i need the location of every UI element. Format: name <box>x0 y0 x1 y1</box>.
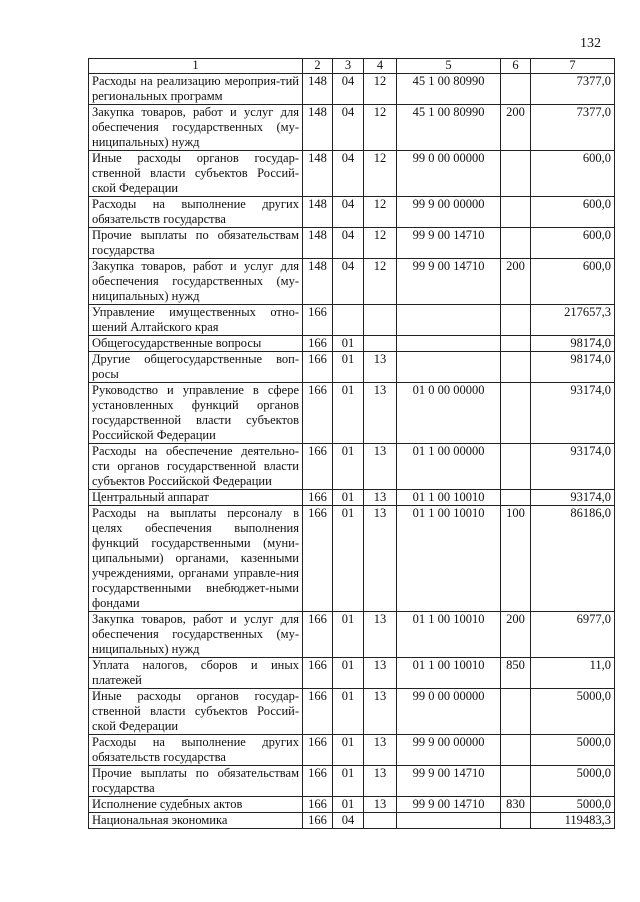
subsection-code: 12 <box>364 197 397 228</box>
amount: 5000,0 <box>531 797 615 813</box>
amount: 7377,0 <box>531 105 615 151</box>
subsection-code: 13 <box>364 689 397 735</box>
admin-code: 148 <box>303 74 333 105</box>
subsection-code: 13 <box>364 658 397 689</box>
expense-type-code <box>501 197 531 228</box>
section-code: 04 <box>333 197 364 228</box>
section-code: 01 <box>333 490 364 506</box>
table-row <box>89 105 615 151</box>
column-header: 5 <box>397 59 501 74</box>
table-row <box>89 766 615 797</box>
subsection-code: 12 <box>364 74 397 105</box>
item-name: Иные расходы органов государ-ственной власти субъектов Россий-ской Федерации <box>89 151 303 197</box>
amount: 600,0 <box>531 151 615 197</box>
subsection-code: 12 <box>364 151 397 197</box>
amount: 5000,0 <box>531 766 615 797</box>
expense-type-code: 830 <box>501 797 531 813</box>
admin-code: 166 <box>303 506 333 612</box>
table-row <box>89 506 615 612</box>
column-header: 2 <box>303 59 333 74</box>
amount: 7377,0 <box>531 74 615 105</box>
section-code: 01 <box>333 383 364 444</box>
target-article-code: 99 9 00 14710 <box>397 797 501 813</box>
target-article-code <box>397 305 501 336</box>
section-code: 01 <box>333 797 364 813</box>
expense-type-code <box>501 228 531 259</box>
table-row <box>89 336 615 352</box>
table-row <box>89 259 615 305</box>
section-code: 01 <box>333 506 364 612</box>
section-code: 04 <box>333 813 364 829</box>
section-code: 01 <box>333 766 364 797</box>
item-name: Расходы на реализацию мероприя-тий региональных программ <box>89 74 303 105</box>
table-row <box>89 490 615 506</box>
table-row <box>89 658 615 689</box>
subsection-code: 13 <box>364 766 397 797</box>
amount: 98174,0 <box>531 336 615 352</box>
amount: 98174,0 <box>531 352 615 383</box>
table-body <box>89 74 615 829</box>
expense-type-code <box>501 352 531 383</box>
target-article-code <box>397 336 501 352</box>
target-article-code: 01 1 00 10010 <box>397 490 501 506</box>
amount: 5000,0 <box>531 689 615 735</box>
item-name: Другие общегосударственные воп-росы <box>89 352 303 383</box>
expense-type-code <box>501 151 531 197</box>
expense-type-code <box>501 444 531 490</box>
table-row <box>89 228 615 259</box>
section-code: 04 <box>333 259 364 305</box>
target-article-code: 01 1 00 00000 <box>397 444 501 490</box>
target-article-code: 99 9 00 14710 <box>397 766 501 797</box>
admin-code: 148 <box>303 151 333 197</box>
header-row <box>89 59 615 74</box>
admin-code: 166 <box>303 689 333 735</box>
amount: 217657,3 <box>531 305 615 336</box>
section-code: 01 <box>333 612 364 658</box>
expense-type-code: 200 <box>501 259 531 305</box>
item-name: Управление имущественных отно-шений Алтайского края <box>89 305 303 336</box>
section-code: 01 <box>333 735 364 766</box>
column-header: 4 <box>364 59 397 74</box>
target-article-code: 01 1 00 10010 <box>397 658 501 689</box>
expense-type-code <box>501 383 531 444</box>
admin-code: 166 <box>303 352 333 383</box>
section-code: 01 <box>333 352 364 383</box>
item-name: Исполнение судебных актов <box>89 797 303 813</box>
amount: 93174,0 <box>531 383 615 444</box>
item-name: Руководство и управление в сфере установленных функций органов государственной власти субъектов Российской Федерации <box>89 383 303 444</box>
section-code <box>333 305 364 336</box>
table-row <box>89 813 615 829</box>
subsection-code: 13 <box>364 797 397 813</box>
subsection-code: 13 <box>364 612 397 658</box>
admin-code: 166 <box>303 336 333 352</box>
target-article-code: 99 9 00 00000 <box>397 197 501 228</box>
expense-type-code <box>501 305 531 336</box>
amount: 93174,0 <box>531 444 615 490</box>
section-code: 01 <box>333 444 364 490</box>
table-row <box>89 612 615 658</box>
admin-code: 166 <box>303 490 333 506</box>
table-header <box>89 59 615 74</box>
target-article-code: 01 1 00 10010 <box>397 612 501 658</box>
item-name: Расходы на выплаты персоналу в целях обеспечения выполнения функций государственными (муни-ципальными) органами, казенными учреждениями, органами управле-ния государственными внебюджет-ными фондами <box>89 506 303 612</box>
expense-type-code: 200 <box>501 105 531 151</box>
expense-type-code <box>501 766 531 797</box>
subsection-code: 13 <box>364 490 397 506</box>
table-row <box>89 197 615 228</box>
expense-type-code <box>501 689 531 735</box>
amount: 86186,0 <box>531 506 615 612</box>
column-header: 3 <box>333 59 364 74</box>
target-article-code <box>397 352 501 383</box>
target-article-code: 01 1 00 10010 <box>397 506 501 612</box>
item-name: Расходы на обеспечение деятельно-сти органов государственной власти субъектов Российской Федерации <box>89 444 303 490</box>
subsection-code: 12 <box>364 228 397 259</box>
subsection-code: 13 <box>364 506 397 612</box>
item-name: Закупка товаров, работ и услуг для обеспечения государственных (му-ниципальных) нужд <box>89 105 303 151</box>
admin-code: 166 <box>303 305 333 336</box>
item-name: Прочие выплаты по обязательствам государства <box>89 228 303 259</box>
item-name: Закупка товаров, работ и услуг для обеспечения государственных (му-ниципальных) нужд <box>89 259 303 305</box>
expense-type-code <box>501 74 531 105</box>
expense-type-code: 100 <box>501 506 531 612</box>
admin-code: 148 <box>303 228 333 259</box>
amount: 5000,0 <box>531 735 615 766</box>
section-code: 01 <box>333 336 364 352</box>
subsection-code: 12 <box>364 105 397 151</box>
amount: 11,0 <box>531 658 615 689</box>
admin-code: 166 <box>303 735 333 766</box>
admin-code: 148 <box>303 105 333 151</box>
subsection-code: 12 <box>364 259 397 305</box>
table-row <box>89 74 615 105</box>
target-article-code: 99 0 00 00000 <box>397 689 501 735</box>
item-name: Расходы на выполнение других обязательств государства <box>89 197 303 228</box>
target-article-code: 45 1 00 80990 <box>397 74 501 105</box>
item-name: Расходы на выполнение других обязательств государства <box>89 735 303 766</box>
section-code: 04 <box>333 151 364 197</box>
expense-type-code <box>501 813 531 829</box>
table-row <box>89 689 615 735</box>
admin-code: 148 <box>303 259 333 305</box>
item-name: Прочие выплаты по обязательствам государства <box>89 766 303 797</box>
target-article-code: 99 9 00 00000 <box>397 735 501 766</box>
item-name: Уплата налогов, сборов и иных платежей <box>89 658 303 689</box>
admin-code: 166 <box>303 813 333 829</box>
table-row <box>89 735 615 766</box>
target-article-code <box>397 813 501 829</box>
subsection-code: 13 <box>364 735 397 766</box>
column-header: 7 <box>531 59 615 74</box>
table-row <box>89 444 615 490</box>
admin-code: 166 <box>303 766 333 797</box>
item-name: Национальная экономика <box>89 813 303 829</box>
budget-table <box>88 58 615 829</box>
expense-type-code <box>501 336 531 352</box>
subsection-code <box>364 336 397 352</box>
subsection-code <box>364 305 397 336</box>
item-name: Закупка товаров, работ и услуг для обеспечения государственных (му-ниципальных) нужд <box>89 612 303 658</box>
subsection-code <box>364 813 397 829</box>
target-article-code: 45 1 00 80990 <box>397 105 501 151</box>
column-header: 6 <box>501 59 531 74</box>
admin-code: 166 <box>303 383 333 444</box>
amount: 600,0 <box>531 228 615 259</box>
table-row <box>89 797 615 813</box>
column-header: 1 <box>89 59 303 74</box>
expense-type-code <box>501 490 531 506</box>
section-code: 01 <box>333 689 364 735</box>
subsection-code: 13 <box>364 383 397 444</box>
amount: 93174,0 <box>531 490 615 506</box>
admin-code: 166 <box>303 797 333 813</box>
table-row <box>89 383 615 444</box>
target-article-code: 99 9 00 14710 <box>397 259 501 305</box>
table-row <box>89 305 615 336</box>
item-name: Центральный аппарат <box>89 490 303 506</box>
page-number: 132 <box>580 36 601 51</box>
expense-type-code: 850 <box>501 658 531 689</box>
subsection-code: 13 <box>364 352 397 383</box>
section-code: 04 <box>333 105 364 151</box>
admin-code: 148 <box>303 197 333 228</box>
admin-code: 166 <box>303 658 333 689</box>
table-row <box>89 352 615 383</box>
target-article-code: 99 0 00 00000 <box>397 151 501 197</box>
amount: 600,0 <box>531 259 615 305</box>
amount: 600,0 <box>531 197 615 228</box>
expense-type-code <box>501 735 531 766</box>
admin-code: 166 <box>303 612 333 658</box>
expense-type-code: 200 <box>501 612 531 658</box>
table-row <box>89 151 615 197</box>
item-name: Общегосударственные вопросы <box>89 336 303 352</box>
section-code: 04 <box>333 228 364 259</box>
section-code: 04 <box>333 74 364 105</box>
target-article-code: 01 0 00 00000 <box>397 383 501 444</box>
item-name: Иные расходы органов государ-ственной власти субъектов Россий-ской Федерации <box>89 689 303 735</box>
target-article-code: 99 9 00 14710 <box>397 228 501 259</box>
admin-code: 166 <box>303 444 333 490</box>
amount: 119483,3 <box>531 813 615 829</box>
section-code: 01 <box>333 658 364 689</box>
amount: 6977,0 <box>531 612 615 658</box>
subsection-code: 13 <box>364 444 397 490</box>
